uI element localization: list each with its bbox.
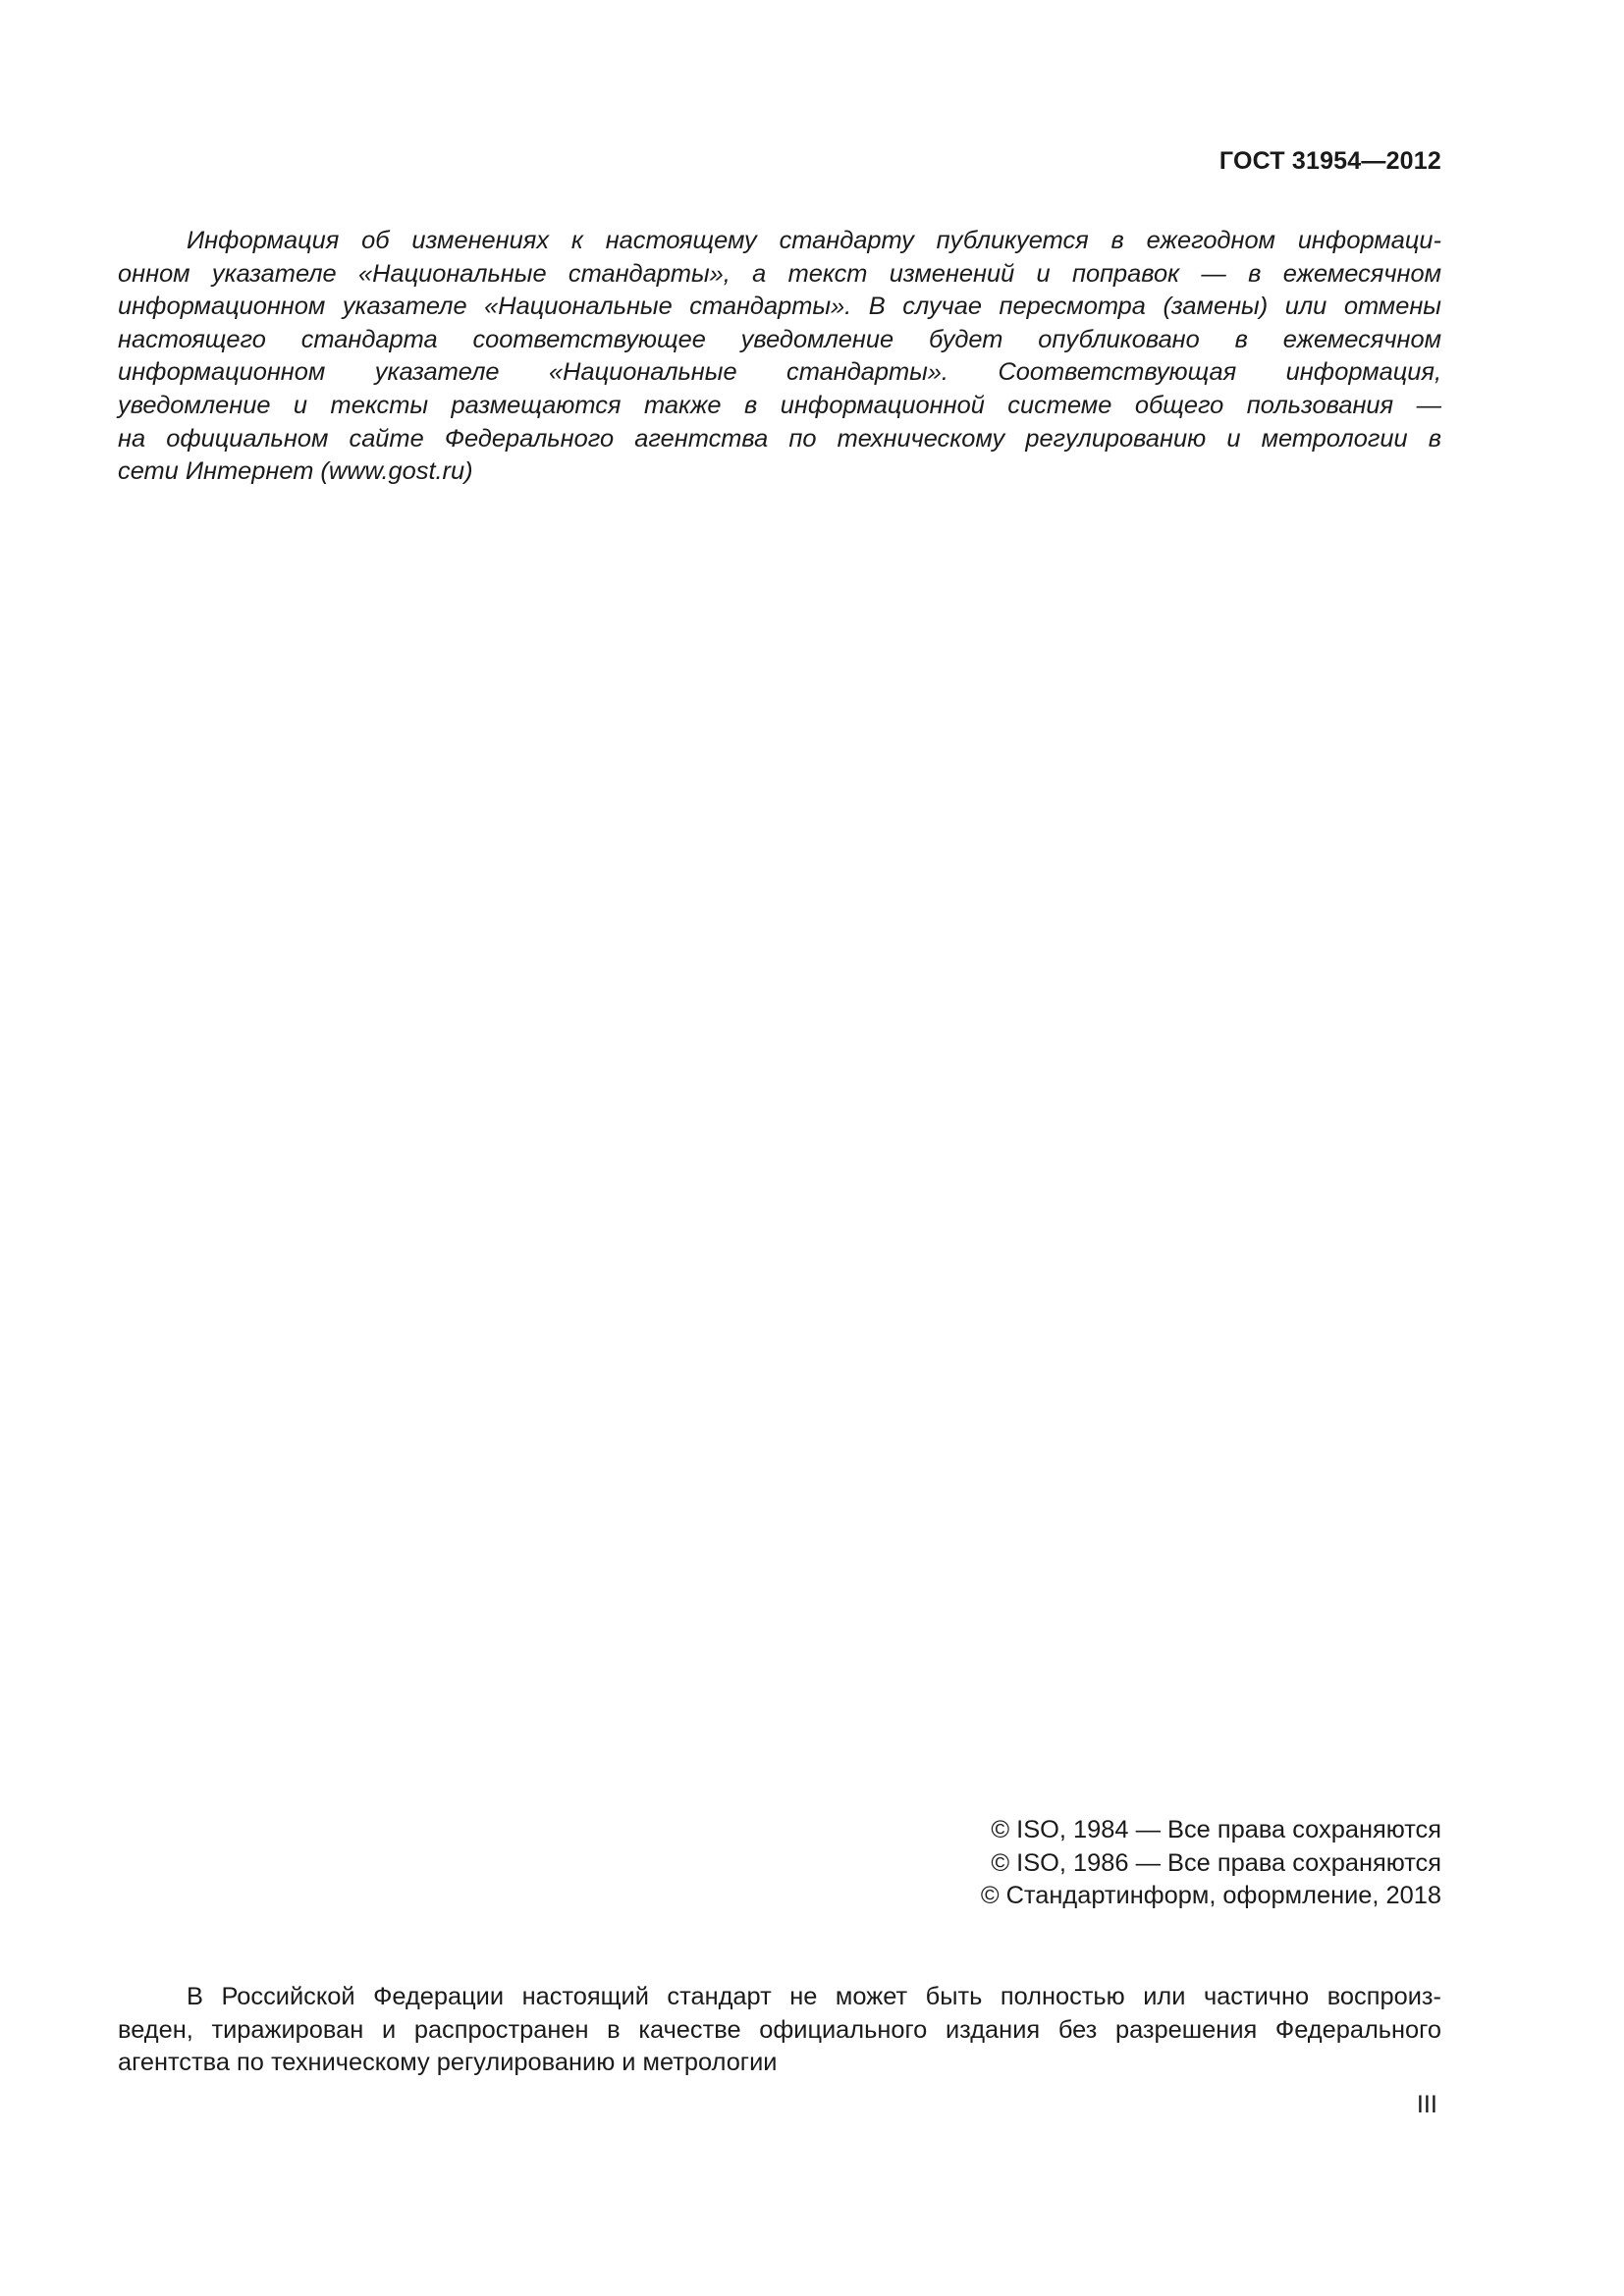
page-number: III (1416, 2091, 1437, 2118)
reproduction-notice-paragraph (118, 1981, 1441, 2080)
info-line: сети Интернет (www.gost.ru) (118, 457, 473, 486)
copyright-block (981, 1814, 1441, 1913)
notice-line: веден, тиражирован и распространен в качестве официального издания без разрешения Федерального (118, 2015, 1441, 2044)
info-line: уведомление и тексты размещаются также в информационной системе общего пользования — (118, 391, 1441, 419)
info-line: настоящего стандарта соответствующее уведомление будет опубликовано в ежемесячном (118, 325, 1441, 353)
info-line: онном указателе «Национальные стандарты», а текст изменений и поправок — в ежемесячном (118, 259, 1441, 288)
amendment-info-paragraph (118, 225, 1441, 489)
info-line: на официальном сайте Федерального агентства по техническому регулированию и метрологии в (118, 424, 1441, 453)
info-line: Информация об изменениях к настоящему стандарту публикуется в ежегодном информаци- (187, 227, 1441, 254)
copyright-line: © ISO, 1984 — Все права сохраняются (991, 1816, 1441, 1843)
info-line: информационном указателе «Национальные стандарты». Соответствующая информация, (118, 358, 1441, 387)
copyright-line: © ISO, 1986 — Все права сохраняются (991, 1848, 1441, 1877)
info-line: информационном указателе «Национальные стандарты». В случае пересмотра (замены) или отмены (118, 293, 1441, 321)
notice-line: агентства по техническому регулированию и метрологии (118, 2049, 778, 2077)
notice-line: В Российской Федерации настоящий стандарт не может быть полностью или частично воспроиз- (187, 1983, 1441, 2010)
copyright-line: © Стандартинформ, оформление, 2018 (980, 1882, 1441, 1910)
document-code: ГОСТ 31954—2012 (1218, 147, 1441, 175)
